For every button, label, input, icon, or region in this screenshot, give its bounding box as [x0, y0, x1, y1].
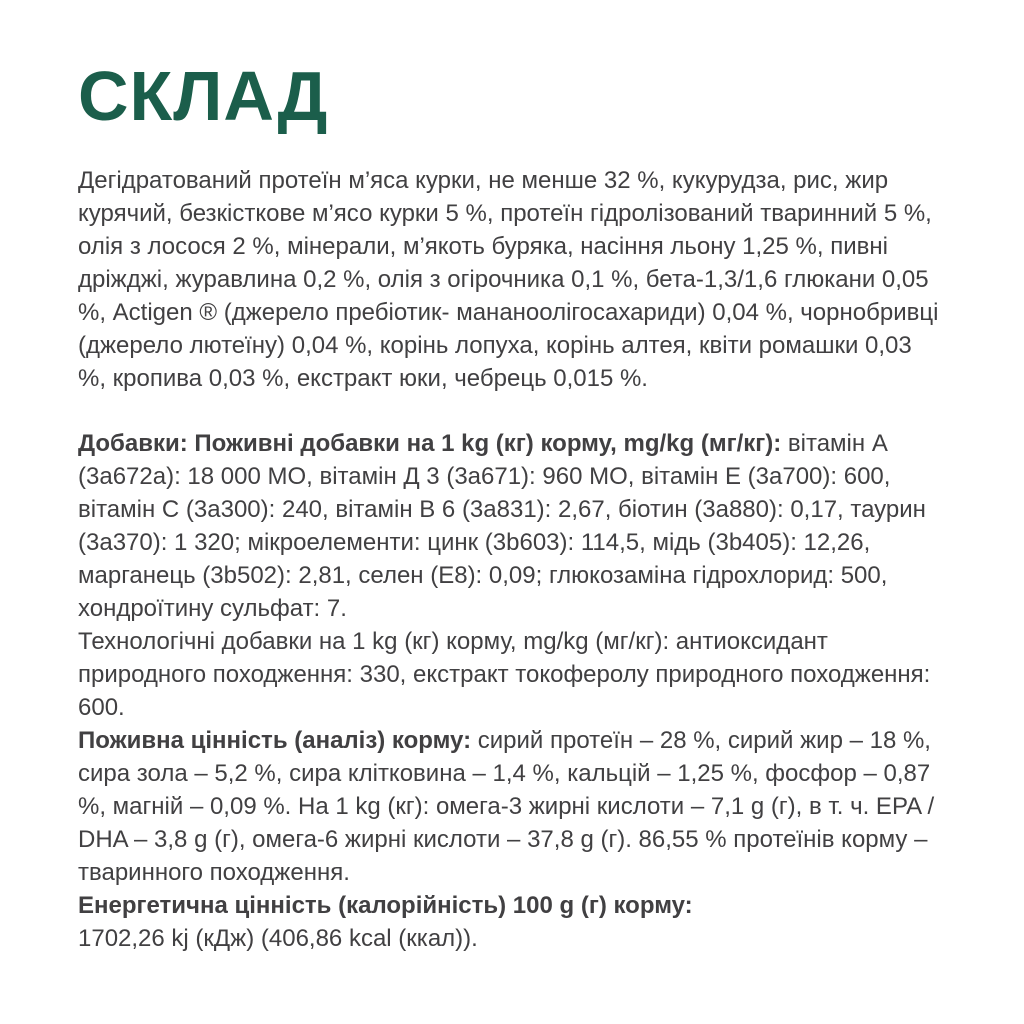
- tech-additives-paragraph: Технологічні добавки на 1 kg (кг) корму, mg/kg (мг/кг): антиоксидант природного походження: 330, екстракт токоферолу природного походження: 600.: [78, 627, 931, 721]
- nutrition-label: Поживна цінність (аналіз) корму:: [78, 726, 472, 754]
- additives-label: Добавки: Поживні добавки на 1 kg (кг) корму, mg/kg (мг/кг):: [78, 429, 782, 457]
- energy-label: Енергетична цінність (калорійність) 100 g (г) корму:: [78, 891, 693, 919]
- nutrition-values: сирий протеїн – 28 %, сирий жир – 18 %, сира зола – 5,2 %, сира клітковина – 1,4 %, кальцій – 1,25 %, фосфор – 0,87 %, магній – 0,09 %. На 1 kg (кг): омега-3 жирні кислоти – 7,1 g (г), в т. ч. EPA / DHA – 3,8 g (г), омега-6 жирні кислоти – 37,8 g (г). 86,55 % протеїнів корму – тваринного походження.: [78, 726, 935, 886]
- composition-body: [78, 164, 946, 955]
- page-title: СКЛАД: [78, 57, 329, 135]
- additives-paragraph: [78, 427, 946, 625]
- nutrition-paragraph: [78, 724, 946, 889]
- energy-value: 1702,26 kj (кДж) (406,86 kcal (ккал)).: [78, 924, 478, 952]
- ingredients-paragraph: Дегідратований протеїн м’яса курки, не менше 32 %, кукурудза, рис, жир курячий, безкісткове м’ясо курки 5 %, протеїн гідролізований тваринний 5 %, олія з лосося 2 %, мінерали, м’якоть буряка, насіння льону 1,25 %, пивні дріжджі, журавлина 0,2 %, олія з огірочника 0,1 %, бета-1,3/1,6 глюкани 0,05 %, Actigen ® (джерело пребіотик- мананоолігосахариди) 0,04 %, чорнобривці (джерело лютеїну) 0,04 %, корінь лопуха, корінь алтея, квіти ромашки 0,03 %, кропива 0,03 %, екстракт юки, чебрець 0,015 %.: [78, 166, 939, 392]
- additives-values: вітамін А (3а672а): 18 000 МО, вітамін Д 3 (3а671): 960 МО, вітамін Е (3а700): 600, вітамін С (3а300): 240, вітамін В 6 (3а831): 2,67, біотин (3а880): 0,17, таурин (3а370): 1 320; мікроелементи: цинк (3b603): 114,5, мідь (3b405): 12,26, марганець (3b502): 2,81, селен (Е8): 0,09; глюкозаміна гідрохлорид: 500, хондроїтину сульфат: 7.: [78, 429, 926, 622]
